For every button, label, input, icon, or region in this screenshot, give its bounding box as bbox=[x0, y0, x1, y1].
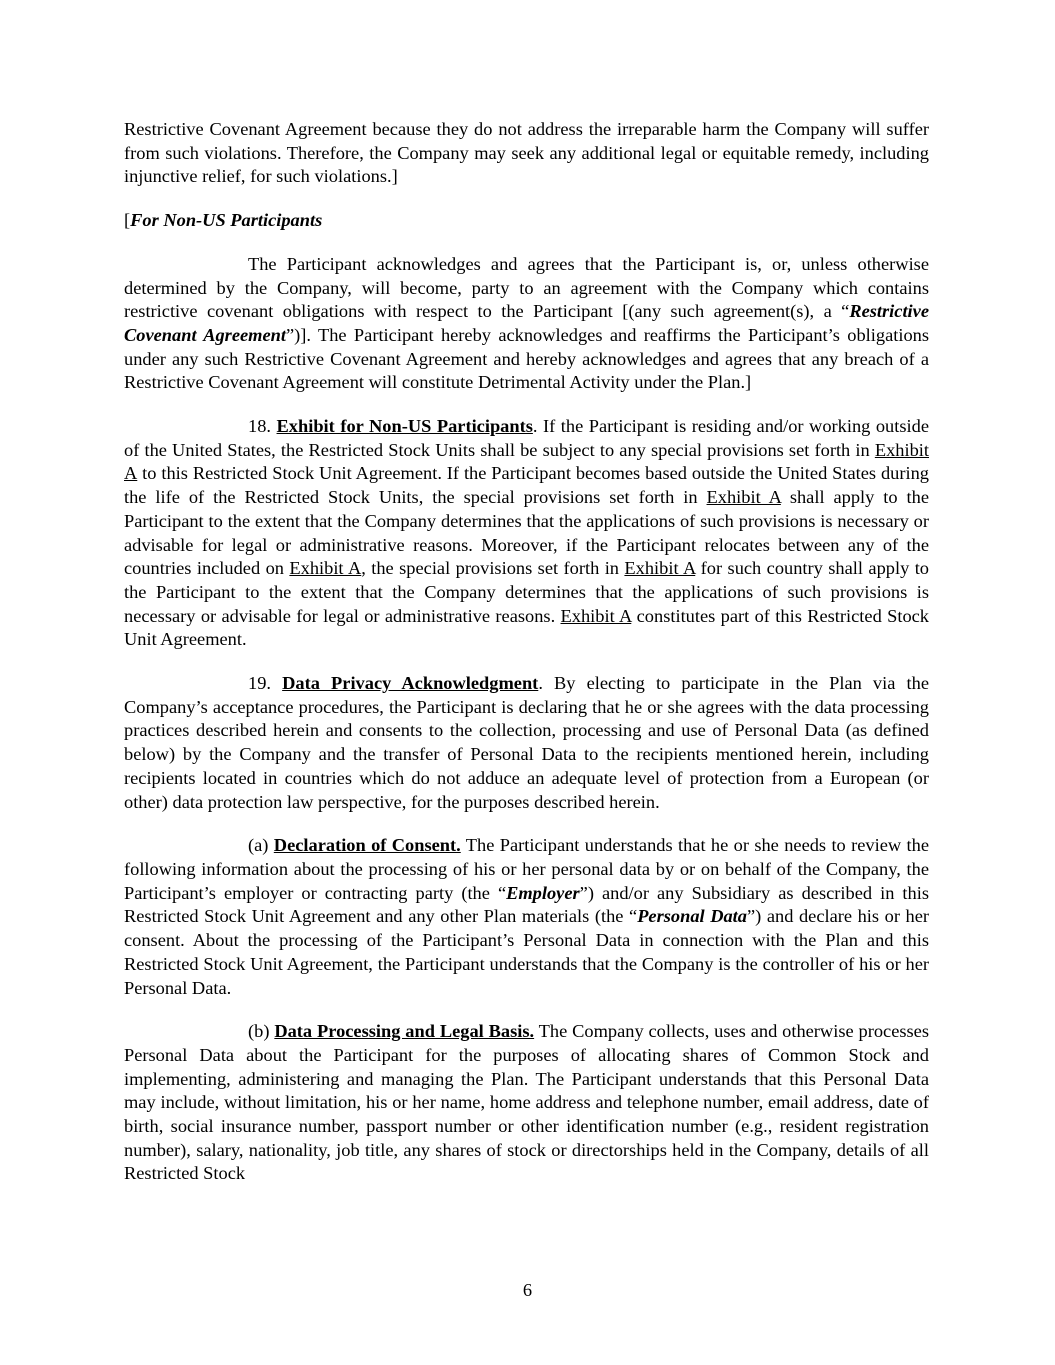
defined-term: Restrictive Covenant Agreement bbox=[124, 301, 929, 345]
page-number: 6 bbox=[522, 1280, 533, 1300]
section-heading: Data Privacy Acknowledgment bbox=[282, 673, 539, 694]
subsection-heading: Data Processing and Legal Basis. bbox=[274, 1021, 535, 1042]
exhibit-reference: Exhibit A bbox=[624, 558, 696, 579]
section-heading: Exhibit for Non-US Participants bbox=[276, 416, 533, 437]
subsection-number: (b) bbox=[248, 1021, 270, 1042]
document-page bbox=[124, 118, 929, 1206]
defined-term: Personal Data bbox=[637, 906, 747, 927]
section-number: 18. bbox=[248, 416, 271, 437]
exhibit-reference: Exhibit A bbox=[289, 558, 362, 579]
defined-term: Employer bbox=[506, 882, 580, 903]
section-number: 19. bbox=[248, 673, 271, 694]
paragraph-restrictive-covenant: The Participant acknowledges and agrees that the Participant is, or, unless otherwise determined by the Company, will become, party to an agreement with the Company which contains restrictive covenant obligations with respect to the Participant [(any such agreement(s), a “Restrictive Covenant Agreement”)]. The Participant hereby acknowledges and reaffirms the Participant’s obligations under any such Restrictive Covenant Agreement and hereby acknowledges and agrees that any breach of a Restrictive Covenant Agreement will constitute Detrimental Activity under the Plan.] bbox=[124, 253, 929, 393]
subsection-b: (b) Data Processing and Legal Basis. The Company collects, uses and otherwise processes Personal Data about the Participant for the purposes of allocating shares of Common Stock and implementing, administering and managing the Plan. The Participant understands that this Personal Data may include, without limitation, his or her name, home address and telephone number, email address, date of birth, social insurance number, passport number or other identification number (e.g., resident registration number), salary, nationality, job title, any shares of stock or directorships held in the Company, details of all Restricted Stock bbox=[124, 1021, 929, 1184]
section-heading: For Non-US Participants bbox=[130, 210, 323, 231]
section-19: 19. Data Privacy Acknowledgment. By electing to participate in the Plan via the Company’s acceptance procedures, the Participant is declaring that he or she agrees with the data processing practices described herein and consents to the collection, processing and use of Personal Data (as defined below) by the Company and the transfer of Personal Data to the recipients mentioned herein, including recipients located in countries which do not adduce an adequate level of protection from a European (or other) data protection law perspective, for the purposes described herein. bbox=[124, 673, 929, 812]
subsection-heading: Declaration of Consent. bbox=[273, 835, 461, 856]
section-18: 18. Exhibit for Non-US Participants. If the Participant is residing and/or working outside of the United States, the Restricted Stock Units shall be subject to any special provisions set forth in Exhibit A to this Restricted Stock Unit Agreement. If the Participant becomes based outside the United States during the life of the Restricted Stock Units, the special provisions set forth in Exhibit A shall apply to the Participant to the extent that the Company determines that the applications of such provisions is necessary or advisable for legal or administrative reasons. Moreover, if the Participant relocates between any of the countries included on Exhibit A, the special provisions set forth in Exhibit A for such country shall apply to the Participant to the extent that the Company determines that the applications of such provisions is necessary or advisable for legal or administrative reasons. Exhibit A constitutes part of this Restricted Stock Unit Agreement. bbox=[124, 416, 930, 650]
exhibit-reference: Exhibit A bbox=[124, 439, 929, 484]
subsection-a: (a) Declaration of Consent. The Participant understands that he or she needs to review the following information about the processing of his or her personal data by or on behalf of the Company, the Participant’s employer or contracting party (the “Employer”) and/or any Subsidiary as described in this Restricted Stock Unit Agreement and any other Plan materials (the “Personal Data”) and declare his or her consent. About the processing of the Participant’s Personal Data in connection with the Plan and this Restricted Stock Unit Agreement, the Participant understands that the Company is the controller of his or her Personal Data. bbox=[124, 835, 929, 998]
subsection-number: (a) bbox=[248, 835, 269, 856]
exhibit-reference: Exhibit A bbox=[706, 487, 781, 508]
non-us-participants-heading: [For Non-US Participants bbox=[124, 210, 323, 231]
exhibit-reference: Exhibit A bbox=[560, 605, 632, 626]
paragraph-continuation: Restrictive Covenant Agreement because they do not address the irreparable harm the Company will suffer from such violations. Therefore, the Company may seek any additional legal or equitable remedy, including injunctive relief, for such violations.] bbox=[124, 119, 929, 187]
